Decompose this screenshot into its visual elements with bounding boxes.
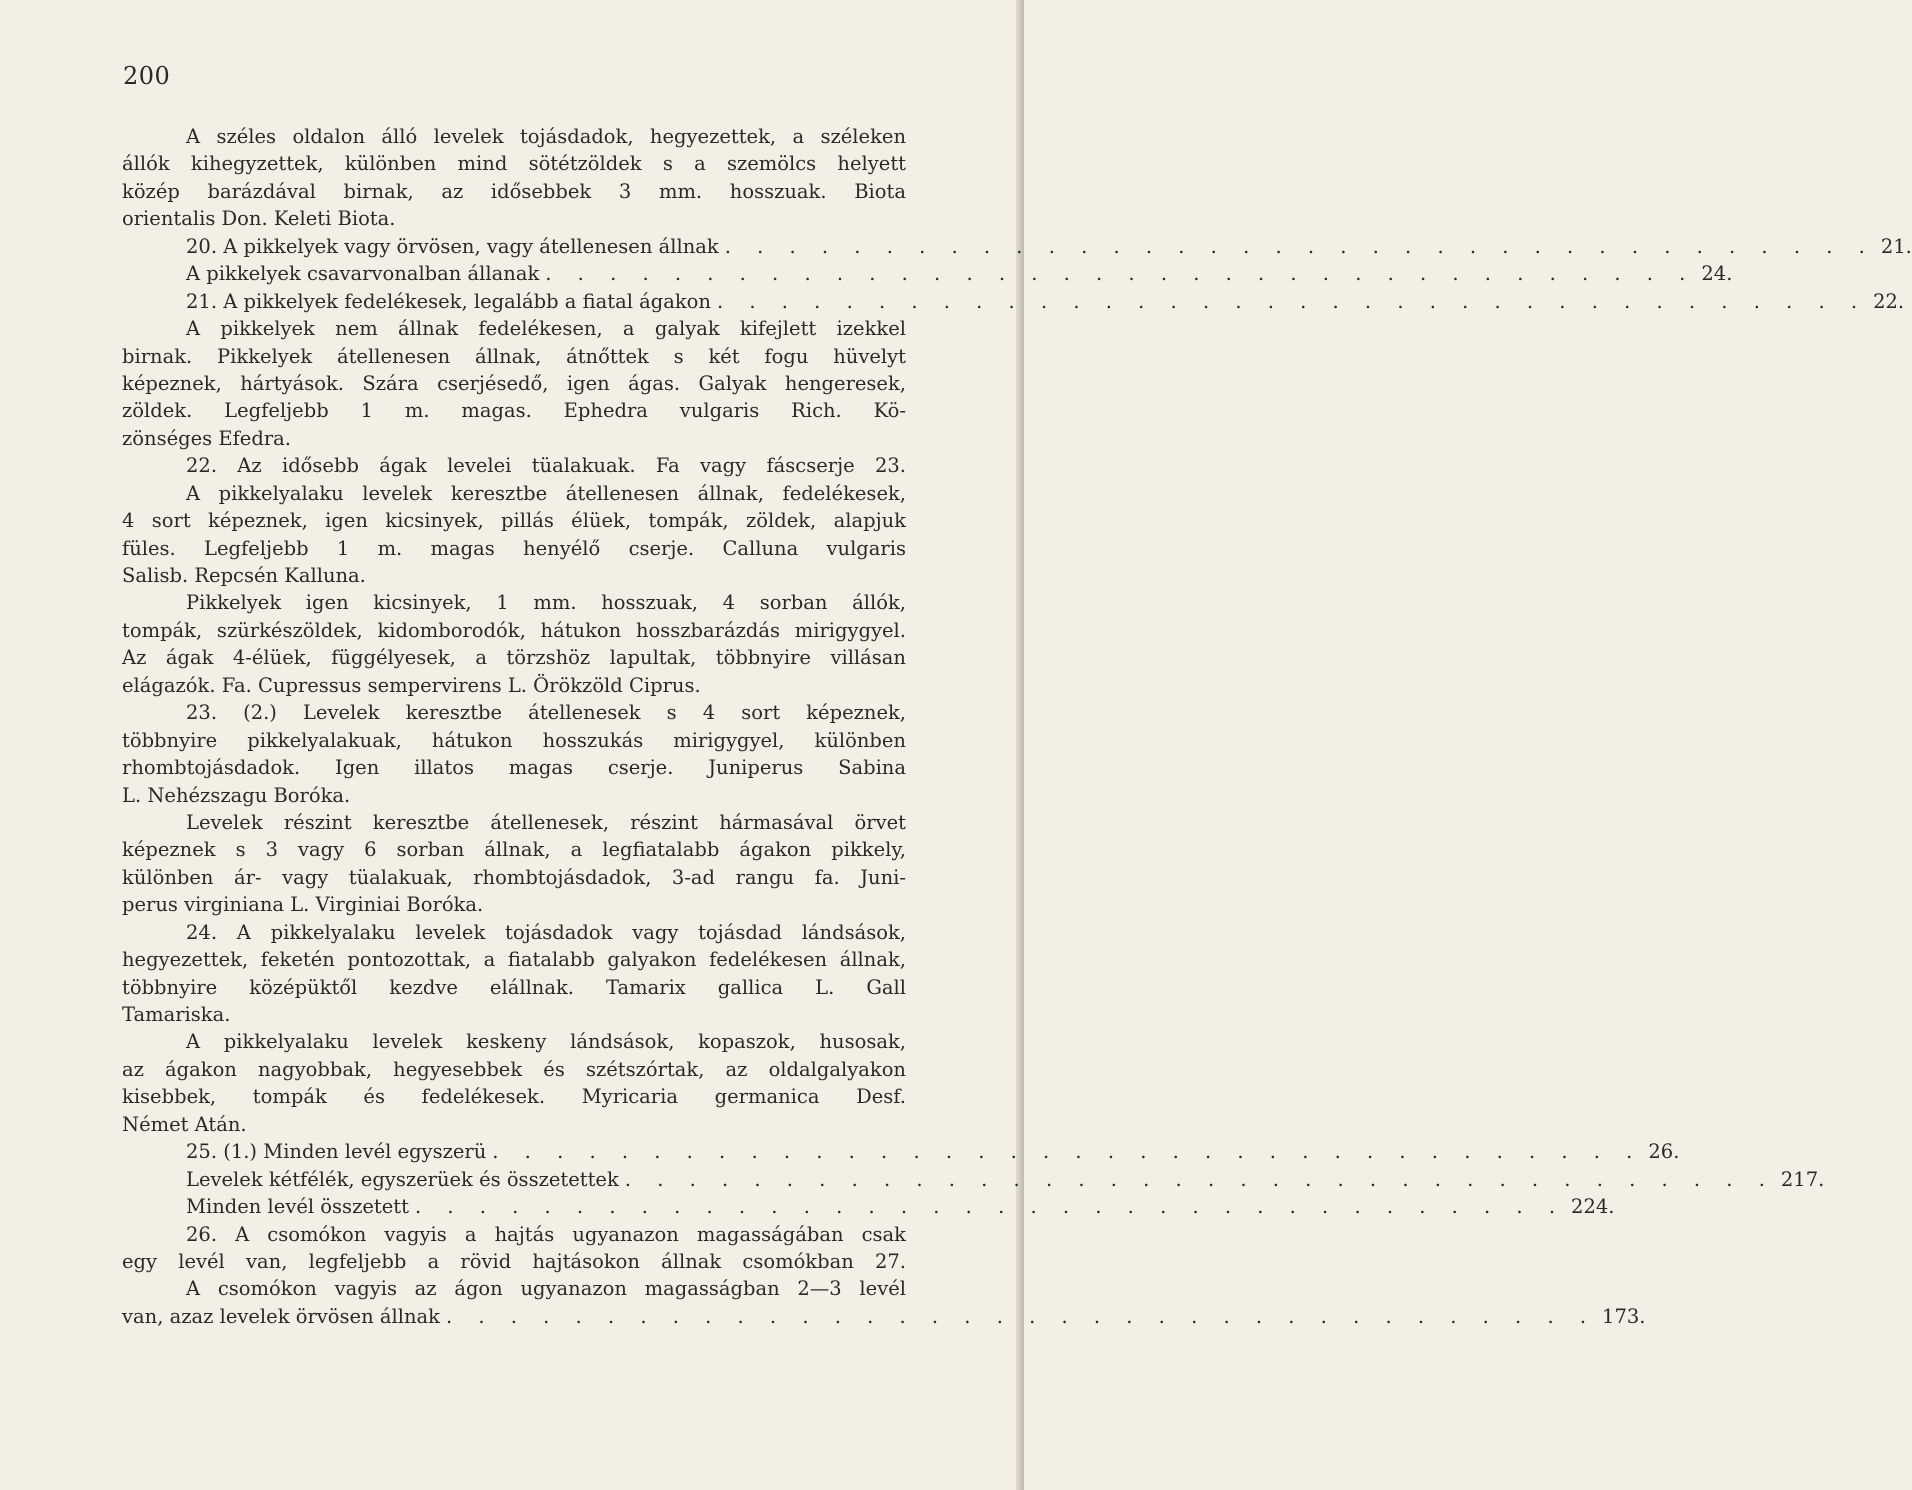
key-entry-line xyxy=(122,1193,1615,1220)
text-line: 4 sort képeznek, igen kicsinyek, pillás élüek, tompák, zöldek, alapjuk xyxy=(122,509,906,533)
text-line: Az ágak 4-élüek, függélyesek, a törzshöz lapultak, többnyire villásan xyxy=(122,646,906,670)
text-line: Salisb. Repcsén Kalluna. xyxy=(122,564,366,587)
text-line: A pikkelyek nem állnak fedelékesen, a galyak kifejlett izekkel xyxy=(186,317,906,341)
text-line: A széles oldalon álló levelek tojásdadok, hegyezettek, a széleken xyxy=(186,125,906,148)
key-entry-reference: 224. xyxy=(1571,1195,1615,1219)
key-entry-text: 20. A pikkelyek vagy örvösen, vagy átellenesen állnak xyxy=(186,234,719,258)
text-line: különben ár- vagy tüalakuak, rhombtojásdadok, 3-ad rangu fa. Juni- xyxy=(122,865,906,889)
dot-leader: . . . . . . . . . . . . . . . . . . . . . . . . . . . . . . . . . . . . xyxy=(414,1195,1566,1219)
text-line: egy levél van, legfeljebb a rövid hajtásokon állnak csomókban 27. xyxy=(122,1249,906,1273)
key-entry-line xyxy=(122,288,1905,315)
key-entry-line xyxy=(122,260,1733,287)
text-line: többnyire pikkelyalakuak, hátukon hosszukás mirigygyel, különben xyxy=(122,728,906,752)
key-entry-reference: 21. xyxy=(1880,234,1912,258)
text-line: elágazók. Fa. Cupressus sempervirens L. Örökzöld Ciprus. xyxy=(122,673,701,697)
key-entry-reference: 26. xyxy=(1648,1140,1680,1164)
text-line: képeznek s 3 vagy 6 sorban állnak, a legfiatalabb ágakon pikkely, xyxy=(122,838,906,862)
text-line: Német Atán. xyxy=(122,1112,247,1136)
key-entry-line xyxy=(122,1166,1825,1193)
key-entry-text: Minden levél összetett xyxy=(186,1195,409,1219)
text-line: birnak. Pikkelyek átellenesen állnak, átnőttek s két fogu hüvelyt xyxy=(122,344,906,368)
text-line: L. Nehézszagu Boróka. xyxy=(122,783,351,807)
text-line: füles. Legfeljebb 1 m. magas henyélő cserje. Calluna vulgaris xyxy=(122,536,906,560)
text-line: zönséges Efedra. xyxy=(122,426,291,450)
text-line: Tamariska. xyxy=(122,1003,231,1026)
text-line: állók kihegyzettek, különben mind sötétzöldek s a szemölcs helyett xyxy=(122,152,906,176)
text-line: perus virginiana L. Virginiai Boróka. xyxy=(122,893,484,917)
key-entry-line xyxy=(122,233,1912,260)
text-line: A pikkelyalaku levelek keresztbe átellenesen állnak, fedelékesek, xyxy=(186,481,906,505)
dot-leader: . . . . . . . . . . . . . . . . . . . . . . . . . . . . . . . . . . . . xyxy=(624,1167,1775,1191)
dot-leader: . . . . . . . . . . . . . . . . . . . . . . . . . . . . . . . . . . . . xyxy=(724,234,1875,258)
text-line: Pikkelyek igen kicsinyek, 1 mm. hosszuak, 4 sorban állók, xyxy=(186,591,906,615)
text-line: hegyezettek, feketén pontozottak, a fiatalabb galyakon fedelékesen állnak, xyxy=(122,948,906,972)
page-number: 200 xyxy=(123,62,171,90)
dot-leader: . . . . . . . . . . . . . . . . . . . . . . . . . . . . . . . . . . . . xyxy=(545,262,1696,286)
key-entry-text: A pikkelyek csavarvonalban állanak xyxy=(186,262,540,286)
text-line: az ágakon nagyobbak, hegyesebbek és szétszórtak, az oldalgalyakon xyxy=(122,1057,906,1081)
text-line: közép barázdával birnak, az idősebbek 3 mm. hosszuak. Biota xyxy=(122,179,906,203)
key-entry-reference: 22. xyxy=(1873,289,1905,313)
dot-leader: . . . . . . . . . . . . . . . . . . . . . . . . . . . . . . . . . . . . xyxy=(445,1304,1597,1328)
text-line: 24. A pikkelyalaku levelek tojásdadok vagy tojásdad lándsások, xyxy=(186,920,906,944)
key-entry-reference: 24. xyxy=(1701,262,1733,286)
text-line: rhombtojásdadok. Igen illatos magas cserje. Juniperus Sabina xyxy=(122,756,906,780)
key-entry-reference: 173. xyxy=(1602,1304,1646,1328)
key-entry-text: Levelek kétfélék, egyszerüek és összetettek xyxy=(186,1167,619,1191)
text-line: képeznek, hártyások. Szára cserjésedő, igen ágas. Galyak hengeresek, xyxy=(122,371,906,395)
key-entry-line xyxy=(122,1138,1680,1165)
text-line: orientalis Don. Keleti Biota. xyxy=(122,207,396,231)
text-line: zöldek. Legfeljebb 1 m. magas. Ephedra vulgaris Rich. Kö- xyxy=(122,399,906,423)
text-line: többnyire középüktől kezdve elállnak. Tamarix gallica L. Gall xyxy=(122,975,906,999)
dot-leader: . . . . . . . . . . . . . . . . . . . . . . . . . . . . . . . . . . . . xyxy=(716,289,1868,313)
key-entry-reference: 217. xyxy=(1780,1167,1825,1191)
dot-leader: . . . . . . . . . . . . . . . . . . . . . . . . . . . . . . . . . . . . xyxy=(492,1140,1643,1164)
text-line: 22. Az idősebb ágak levelei tüalakuak. Fa vagy fáscserje 23. xyxy=(186,454,906,478)
text-line: 26. A csomókon vagyis a hajtás ugyanazon magasságában csak xyxy=(186,1222,906,1246)
text-line: 23. (2.) Levelek keresztbe átellenesek s 4 sort képeznek, xyxy=(186,701,906,725)
text-line: A pikkelyalaku levelek keskeny lándsások, kopaszok, husosak, xyxy=(186,1030,906,1054)
key-entry-text: van, azaz levelek örvösen állnak xyxy=(122,1304,440,1328)
page-text-block xyxy=(122,123,1912,1330)
text-line: kisebbek, tompák és fedelékesek. Myricaria germanica Desf. xyxy=(122,1085,906,1109)
key-entry-text: 21. A pikkelyek fedelékesek, legalább a fiatal ágakon xyxy=(186,289,711,313)
text-line: tompák, szürkészöldek, kidomborodók, hátukon hosszbarázdás mirigygyel. xyxy=(122,618,906,642)
text-line: A csomókon vagyis az ágon ugyanazon magasságban 2—3 levél xyxy=(186,1277,906,1301)
key-entry-text: 25. (1.) Minden levél egyszerü xyxy=(186,1140,487,1164)
text-line: Levelek részint keresztbe átellenesek, részint hármasával örvet xyxy=(186,810,906,834)
key-entry-line xyxy=(122,1303,1646,1330)
page-edge-shadow xyxy=(1016,0,1024,1490)
